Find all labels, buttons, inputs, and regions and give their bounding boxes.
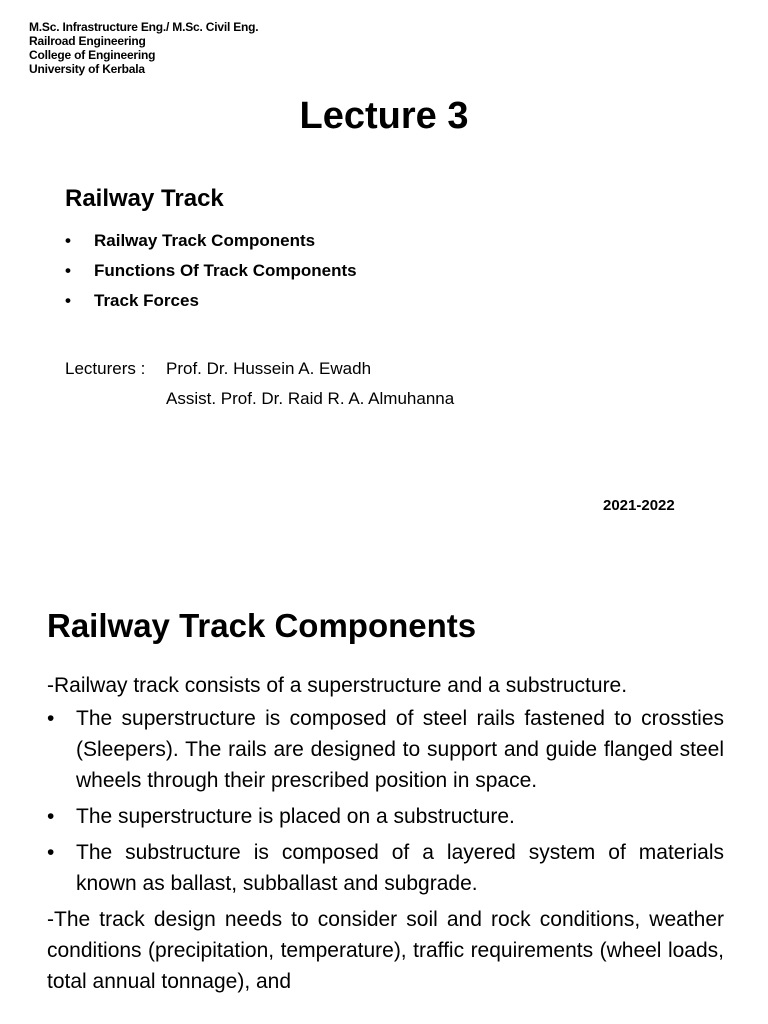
lecture-subtitle: Railway Track: [65, 185, 224, 212]
topic-label: Functions Of Track Components: [94, 261, 357, 280]
academic-year: 2021-2022: [603, 497, 675, 514]
course-header: [29, 20, 258, 76]
section-body: [47, 670, 724, 997]
topic-item: [65, 226, 357, 256]
lecture-title: Lecture 3: [299, 95, 469, 137]
header-line-course: Railroad Engineering: [29, 34, 146, 48]
lecturer-row: [65, 384, 454, 414]
topic-item: [65, 256, 357, 286]
topic-label: Railway Track Components: [94, 231, 316, 250]
lecturers-block: [65, 354, 454, 414]
bullet-text: The superstructure is composed of steel rails fastened to crossties (Sleepers). The rails are designed to support and guide flanged steel wheels through their prescribed position in space.: [76, 707, 724, 792]
slide-track-components: [0, 575, 768, 1024]
component-bullet-list: [47, 703, 724, 899]
lecturers-label: Lecturers :: [65, 359, 146, 378]
bullet-icon: •: [47, 805, 55, 828]
bullet-icon: •: [47, 841, 55, 864]
bullet-text: The superstructure is placed on a substructure.: [76, 805, 515, 828]
header-line-college: College of Engineering: [29, 48, 156, 62]
bullet-icon: •: [65, 231, 71, 250]
topic-label: Track Forces: [94, 291, 199, 310]
topic-list: [65, 226, 357, 316]
header-line-university: University of Kerbala: [29, 62, 145, 76]
bullet-icon: •: [65, 291, 71, 310]
lecturer-row: [65, 354, 454, 384]
section-title: Railway Track Components: [47, 607, 477, 644]
lecturer-name: Prof. Dr. Hussein A. Ewadh: [166, 359, 372, 378]
closing-paragraph: -The track design needs to consider soil and rock conditions, weather conditions (precipitation, temperature), traffic requirements (wheel loads, total annual tonnage), and: [47, 908, 724, 993]
intro-paragraph: -Railway track consists of a superstructure and a substructure.: [47, 674, 628, 697]
header-line-program: M.Sc. Infrastructure Eng./ M.Sc. Civil Eng.: [29, 20, 259, 34]
bullet-text: The substructure is composed of a layered system of materials known as ballast, subballast and subgrade.: [76, 841, 724, 895]
lecturer-name: Assist. Prof. Dr. Raid R. A. Almuhanna: [166, 389, 455, 408]
list-item: [47, 837, 724, 899]
lecturers-label-spacer: [65, 384, 166, 414]
bullet-icon: •: [65, 261, 71, 280]
list-item: [47, 801, 724, 832]
list-item: [47, 703, 724, 796]
topic-item: [65, 286, 357, 316]
bullet-icon: •: [47, 707, 55, 730]
